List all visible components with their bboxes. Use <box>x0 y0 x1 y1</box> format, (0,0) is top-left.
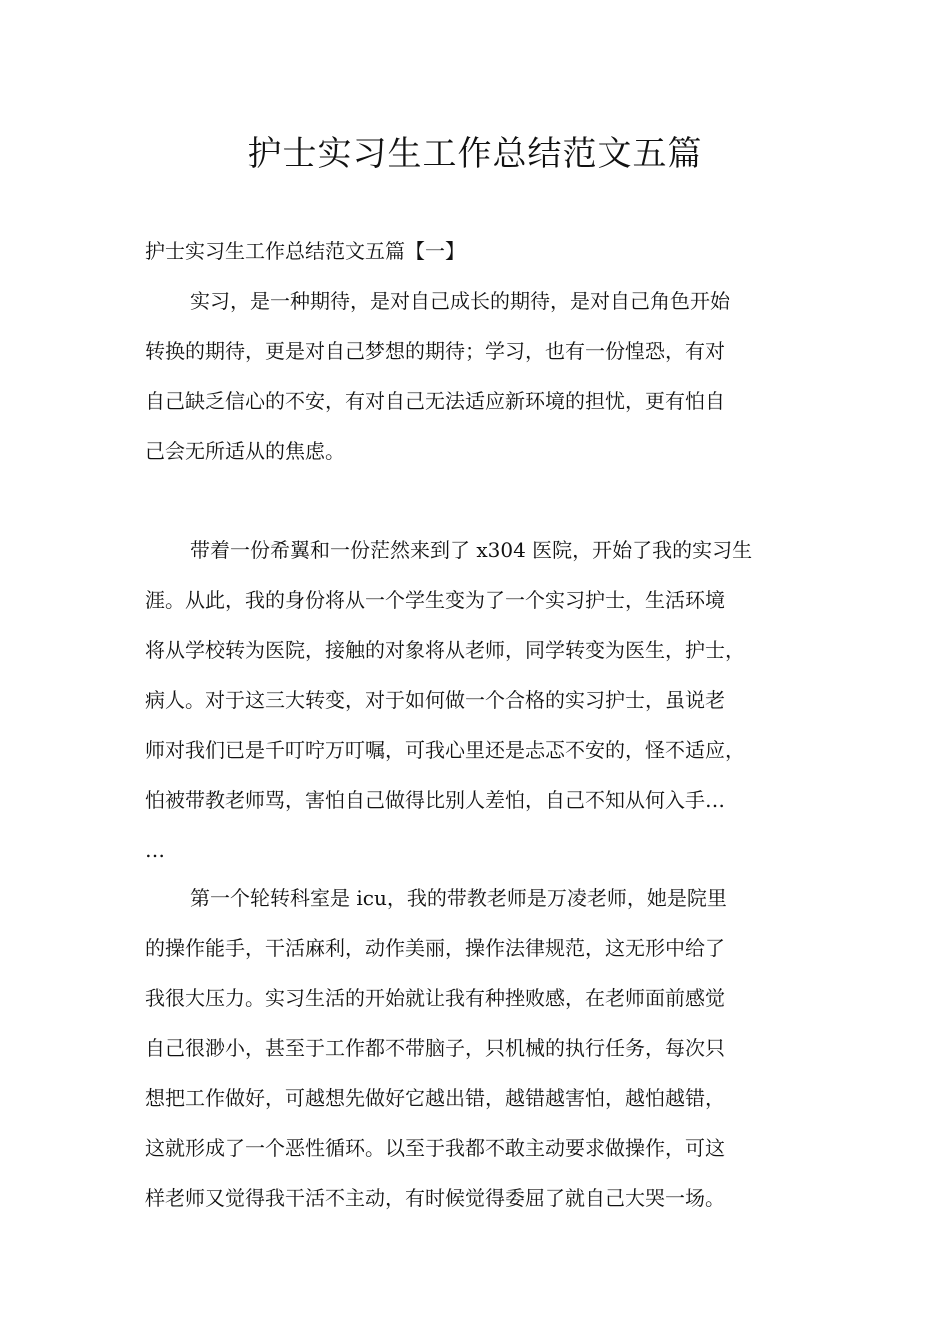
paragraph-2 <box>145 525 825 875</box>
paragraph-3 <box>145 873 825 1223</box>
paragraph-line: 将从学校转为医院，接触的对象将从老师，同学转变为医生，护士， <box>145 638 745 662</box>
paragraph-line: 涯。从此，我的身份将从一个学生变为了一个实习护士，生活环境 <box>145 588 725 612</box>
paragraph-line: 我很大压力。实习生活的开始就让我有种挫败感，在老师面前感觉 <box>145 986 725 1010</box>
paragraph-line: … <box>145 838 165 862</box>
paragraph-line: 自己很渺小，甚至于工作都不带脑子，只机械的执行任务，每次只 <box>145 1036 725 1060</box>
paragraph-line: 想把工作做好，可越想先做好它越出错，越错越害怕，越怕越错， <box>145 1086 725 1110</box>
paragraph-line: 病人。对于这三大转变，对于如何做一个合格的实习护士，虽说老 <box>145 688 725 712</box>
document-title: 护士实习生工作总结范文五篇 <box>247 134 703 174</box>
paragraph-line: 己会无所适从的焦虑。 <box>145 439 345 463</box>
paragraph-line: 自己缺乏信心的不安，有对自己无法适应新环境的担忧，更有怕自 <box>145 389 725 413</box>
paragraph-line: 的操作能手，干活麻利，动作美丽，操作法律规范，这无形中给了 <box>145 936 725 960</box>
paragraph-line: 怕被带教老师骂，害怕自己做得比别人差怕，自己不知从何入手… <box>145 788 725 812</box>
paragraph-line: 第一个轮转科室是 icu，我的带教老师是万凌老师，她是院里 <box>190 886 727 910</box>
paragraph-1 <box>145 276 825 476</box>
paragraph-line: 师对我们已是千叮咛万叮嘱，可我心里还是忐忑不安的，怪不适应， <box>145 738 745 762</box>
paragraph-line: 这就形成了一个恶性循环。以至于我都不敢主动要求做操作，可这 <box>145 1136 725 1160</box>
section-heading: 护士实习生工作总结范文五篇【一】 <box>145 239 465 263</box>
paragraph-line: 转换的期待，更是对自己梦想的期待；学习，也有一份惶恐，有对 <box>145 339 725 363</box>
paragraph-line: 带着一份希翼和一份茫然来到了 x304 医院，开始了我的实习生 <box>190 538 753 562</box>
paragraph-line: 样老师又觉得我干活不主动，有时候觉得委屈了就自己大哭一场。 <box>145 1186 725 1210</box>
paragraph-line: 实习，是一种期待，是对自己成长的期待，是对自己角色开始 <box>190 289 730 313</box>
